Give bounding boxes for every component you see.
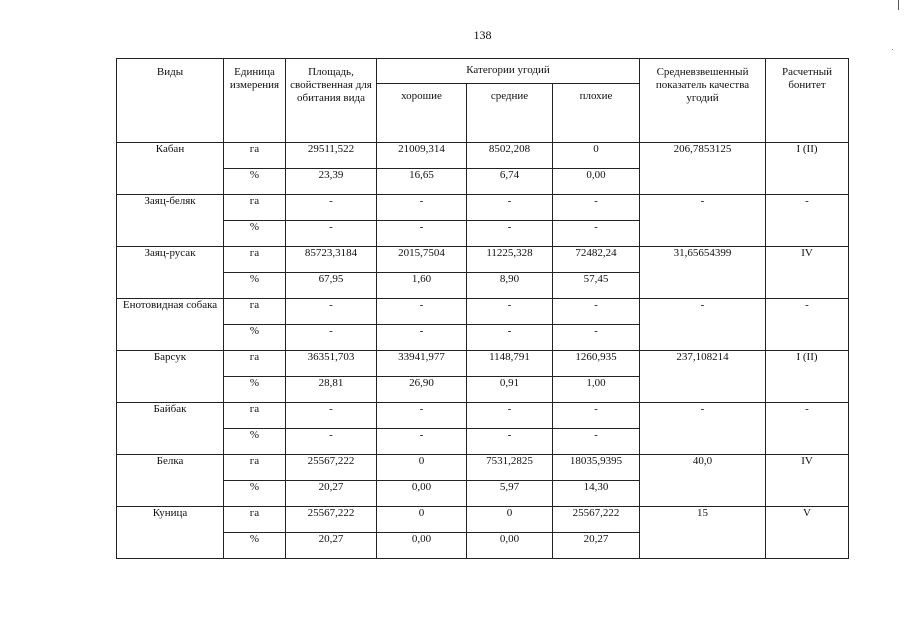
cell-bad: 1260,935 [553, 351, 640, 377]
cell-good: 26,90 [377, 377, 467, 403]
cell-bonitet: - [766, 403, 849, 455]
cell-unit: % [224, 377, 286, 403]
cell-good: 2015,7504 [377, 247, 467, 273]
cell-medium: - [467, 299, 553, 325]
cell-weighted: 15 [640, 507, 766, 559]
cell-area: 29511,522 [286, 143, 377, 169]
cell-bonitet: V [766, 507, 849, 559]
cell-bad: 18035,9395 [553, 455, 640, 481]
cell-area: 23,39 [286, 169, 377, 195]
table-row [117, 403, 849, 429]
header-unit: Единица измерения [224, 59, 286, 143]
cell-unit: % [224, 481, 286, 507]
cell-unit: га [224, 299, 286, 325]
cell-good: 1,60 [377, 273, 467, 299]
cell-bad: 14,30 [553, 481, 640, 507]
table-row [117, 247, 849, 273]
header-medium: средние [467, 84, 553, 143]
cell-area: 20,27 [286, 533, 377, 559]
edge-mark [892, 49, 893, 50]
cell-area: - [286, 325, 377, 351]
species-name: Кабан [117, 143, 224, 195]
cell-medium: 11225,328 [467, 247, 553, 273]
cell-good: - [377, 195, 467, 221]
cell-area: 85723,3184 [286, 247, 377, 273]
cell-unit: % [224, 273, 286, 299]
cell-medium: 7531,2825 [467, 455, 553, 481]
cell-good: - [377, 429, 467, 455]
cell-good: - [377, 325, 467, 351]
cell-weighted: 237,108214 [640, 351, 766, 403]
cell-medium: 0,00 [467, 533, 553, 559]
species-name: Куница [117, 507, 224, 559]
cell-area: 25567,222 [286, 455, 377, 481]
cell-area: - [286, 403, 377, 429]
cell-medium: - [467, 429, 553, 455]
header-categories: Категории угодий [377, 59, 640, 84]
cell-bad: - [553, 195, 640, 221]
species-table [116, 58, 849, 559]
cell-bonitet: - [766, 195, 849, 247]
cell-good: - [377, 403, 467, 429]
table-row [117, 351, 849, 377]
cell-medium: - [467, 221, 553, 247]
table-row [117, 143, 849, 169]
cell-bad: - [553, 299, 640, 325]
table-row [117, 507, 849, 533]
species-name: Байбак [117, 403, 224, 455]
cell-medium: - [467, 403, 553, 429]
header-area: Площадь, свойственная для обитания вида [286, 59, 377, 143]
cell-good: - [377, 221, 467, 247]
cell-good: - [377, 299, 467, 325]
header-bad: плохие [553, 84, 640, 143]
cell-area: - [286, 429, 377, 455]
table-body [117, 143, 849, 559]
cell-weighted: 206,7853125 [640, 143, 766, 195]
cell-bad: - [553, 325, 640, 351]
cell-unit: % [224, 169, 286, 195]
cell-area: 67,95 [286, 273, 377, 299]
species-name: Барсук [117, 351, 224, 403]
cell-medium: 1148,791 [467, 351, 553, 377]
cell-area: - [286, 299, 377, 325]
cell-medium: 6,74 [467, 169, 553, 195]
cell-unit: га [224, 247, 286, 273]
cell-unit: % [224, 533, 286, 559]
cell-bad: 1,00 [553, 377, 640, 403]
cell-unit: % [224, 325, 286, 351]
header-species: Виды [117, 59, 224, 143]
cell-area: 20,27 [286, 481, 377, 507]
table-row [117, 455, 849, 481]
cell-weighted: 31,65654399 [640, 247, 766, 299]
cell-bonitet: IV [766, 455, 849, 507]
cell-good: 16,65 [377, 169, 467, 195]
cell-area: 28,81 [286, 377, 377, 403]
species-name: Белка [117, 455, 224, 507]
cell-bonitet: I (II) [766, 143, 849, 195]
edge-mark [898, 0, 899, 10]
cell-bad: - [553, 403, 640, 429]
cell-medium: 0 [467, 507, 553, 533]
species-name: Заяц-беляк [117, 195, 224, 247]
cell-medium: 5,97 [467, 481, 553, 507]
cell-weighted: - [640, 299, 766, 351]
cell-unit: га [224, 403, 286, 429]
cell-good: 0 [377, 455, 467, 481]
cell-bonitet: I (II) [766, 351, 849, 403]
header-bonitet: Расчетный бонитет [766, 59, 849, 143]
table-row [117, 299, 849, 325]
species-name: Енотовидная собака [117, 299, 224, 351]
cell-bad: - [553, 221, 640, 247]
page-number: 138 [473, 28, 492, 42]
cell-medium: - [467, 195, 553, 221]
cell-medium: - [467, 325, 553, 351]
cell-medium: 8,90 [467, 273, 553, 299]
cell-unit: га [224, 143, 286, 169]
cell-good: 0,00 [377, 481, 467, 507]
cell-bad: - [553, 429, 640, 455]
cell-good: 0,00 [377, 533, 467, 559]
cell-weighted: - [640, 195, 766, 247]
cell-weighted: 40,0 [640, 455, 766, 507]
cell-bad: 20,27 [553, 533, 640, 559]
cell-unit: % [224, 221, 286, 247]
header-good: хорошие [377, 84, 467, 143]
species-name: Заяц-русак [117, 247, 224, 299]
cell-unit: га [224, 195, 286, 221]
cell-medium: 8502,208 [467, 143, 553, 169]
cell-unit: га [224, 455, 286, 481]
cell-weighted: - [640, 403, 766, 455]
cell-bad: 0,00 [553, 169, 640, 195]
header-weighted: Средневзвешенный показатель качества угодий [640, 59, 766, 143]
cell-medium: 0,91 [467, 377, 553, 403]
cell-area: - [286, 195, 377, 221]
cell-good: 33941,977 [377, 351, 467, 377]
cell-area: 36351,703 [286, 351, 377, 377]
cell-bad: 0 [553, 143, 640, 169]
table-row [117, 195, 849, 221]
cell-bad: 25567,222 [553, 507, 640, 533]
cell-area: - [286, 221, 377, 247]
cell-good: 0 [377, 507, 467, 533]
cell-bad: 57,45 [553, 273, 640, 299]
cell-unit: % [224, 429, 286, 455]
cell-unit: га [224, 507, 286, 533]
cell-unit: га [224, 351, 286, 377]
cell-bonitet: IV [766, 247, 849, 299]
cell-bad: 72482,24 [553, 247, 640, 273]
cell-area: 25567,222 [286, 507, 377, 533]
cell-good: 21009,314 [377, 143, 467, 169]
cell-bonitet: - [766, 299, 849, 351]
